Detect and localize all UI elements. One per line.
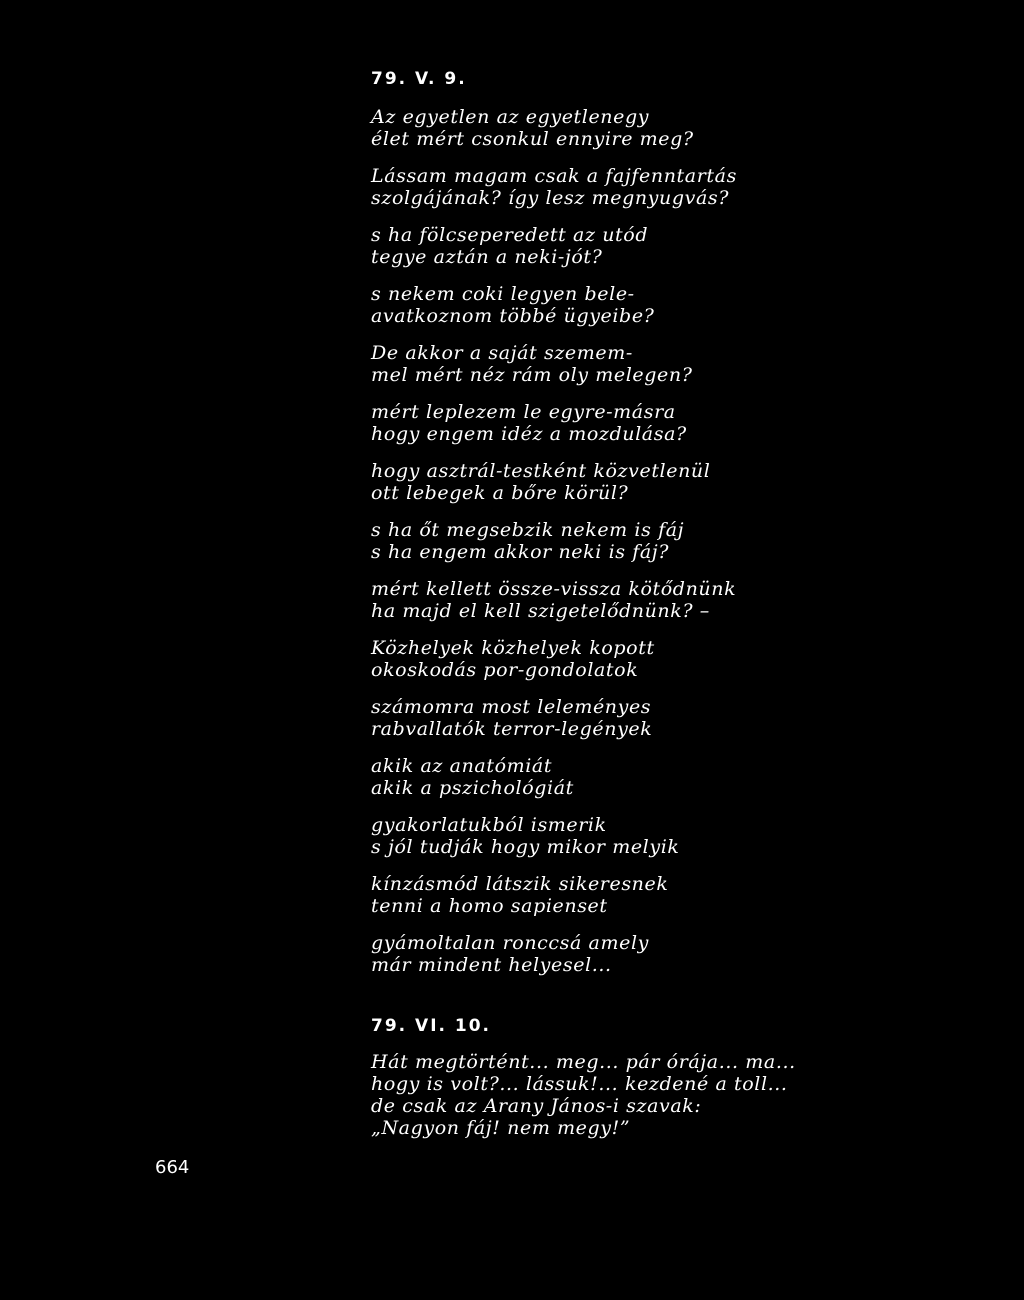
poem-line: hogy asztrál-testként közvetlenül bbox=[371, 460, 711, 482]
poem-section-2 bbox=[371, 1051, 796, 1139]
poem-line: s jól tudják hogy mikor melyik bbox=[371, 836, 680, 858]
poem-line: ott lebegek a bőre körül? bbox=[371, 482, 629, 504]
stanza bbox=[371, 755, 737, 799]
poem-line: rabvallatók terror-legények bbox=[371, 718, 653, 740]
stanza bbox=[371, 696, 737, 740]
stanza bbox=[371, 1051, 796, 1139]
stanza bbox=[371, 106, 737, 150]
poem-line: s ha engem akkor neki is fáj? bbox=[371, 541, 670, 563]
stanza bbox=[371, 873, 737, 917]
poem-line: gyámoltalan ronccsá amely bbox=[371, 932, 649, 954]
poem-line: tenni a homo sapienset bbox=[371, 895, 608, 917]
stanza bbox=[371, 814, 737, 858]
poem-line: hogy engem idéz a mozdulása? bbox=[371, 423, 687, 445]
poem-line: gyakorlatukból ismerik bbox=[371, 814, 607, 836]
poem-line: Közhelyek közhelyek kopott bbox=[371, 637, 655, 659]
poem-line: tegye aztán a neki-jót? bbox=[371, 246, 603, 268]
poem-line: élet mért csonkul ennyire meg? bbox=[371, 128, 694, 150]
poem-line: s nekem coki legyen bele- bbox=[371, 283, 635, 305]
page-number: 664 bbox=[155, 1157, 190, 1178]
section-2-date: 79. VI. 10. bbox=[371, 1016, 492, 1036]
stanza bbox=[371, 932, 737, 976]
poem-line: mért leplezem le egyre-másra bbox=[371, 401, 676, 423]
poem-line: akik az anatómiát bbox=[371, 755, 553, 777]
poem-line: Az egyetlen az egyetlenegy bbox=[371, 106, 650, 128]
poem-line: Lássam magam csak a fajfenntartás bbox=[371, 165, 737, 187]
stanza bbox=[371, 401, 737, 445]
poem-line: okoskodás por-gondolatok bbox=[371, 659, 639, 681]
poem-line: szolgájának? így lesz megnyugvás? bbox=[371, 187, 730, 209]
poem-line: „Nagyon fáj! nem megy!” bbox=[371, 1117, 631, 1139]
stanza bbox=[371, 283, 737, 327]
stanza bbox=[371, 342, 737, 386]
poem-line: mel mért néz rám oly melegen? bbox=[371, 364, 693, 386]
stanza bbox=[371, 165, 737, 209]
poem-line: Hát megtörtént... meg... pár órája... ma... bbox=[371, 1051, 796, 1073]
poem-line: s ha őt megsebzik nekem is fáj bbox=[371, 519, 685, 541]
poem-line: kínzásmód látszik sikeresnek bbox=[371, 873, 669, 895]
stanza bbox=[371, 224, 737, 268]
poem-section-1 bbox=[371, 106, 737, 991]
poem-line: ha majd el kell szigetelődnünk? – bbox=[371, 600, 710, 622]
poem-line: de csak az Arany János-i szavak: bbox=[371, 1095, 702, 1117]
stanza bbox=[371, 519, 737, 563]
poem-line: mért kellett össze-vissza kötődnünk bbox=[371, 578, 737, 600]
stanza bbox=[371, 578, 737, 622]
poem-line: s ha fölcseperedett az utód bbox=[371, 224, 649, 246]
poem-line: akik a pszichológiát bbox=[371, 777, 574, 799]
poem-line: De akkor a saját szemem- bbox=[371, 342, 633, 364]
stanza bbox=[371, 460, 737, 504]
stanza bbox=[371, 637, 737, 681]
poem-line: számomra most leleményes bbox=[371, 696, 652, 718]
section-1-date: 79. V. 9. bbox=[371, 69, 467, 89]
poem-line: avatkoznom többé ügyeibe? bbox=[371, 305, 655, 327]
poem-line: már mindent helyesel... bbox=[371, 954, 612, 976]
poem-line: hogy is volt?... lássuk!... kezdené a toll... bbox=[371, 1073, 788, 1095]
